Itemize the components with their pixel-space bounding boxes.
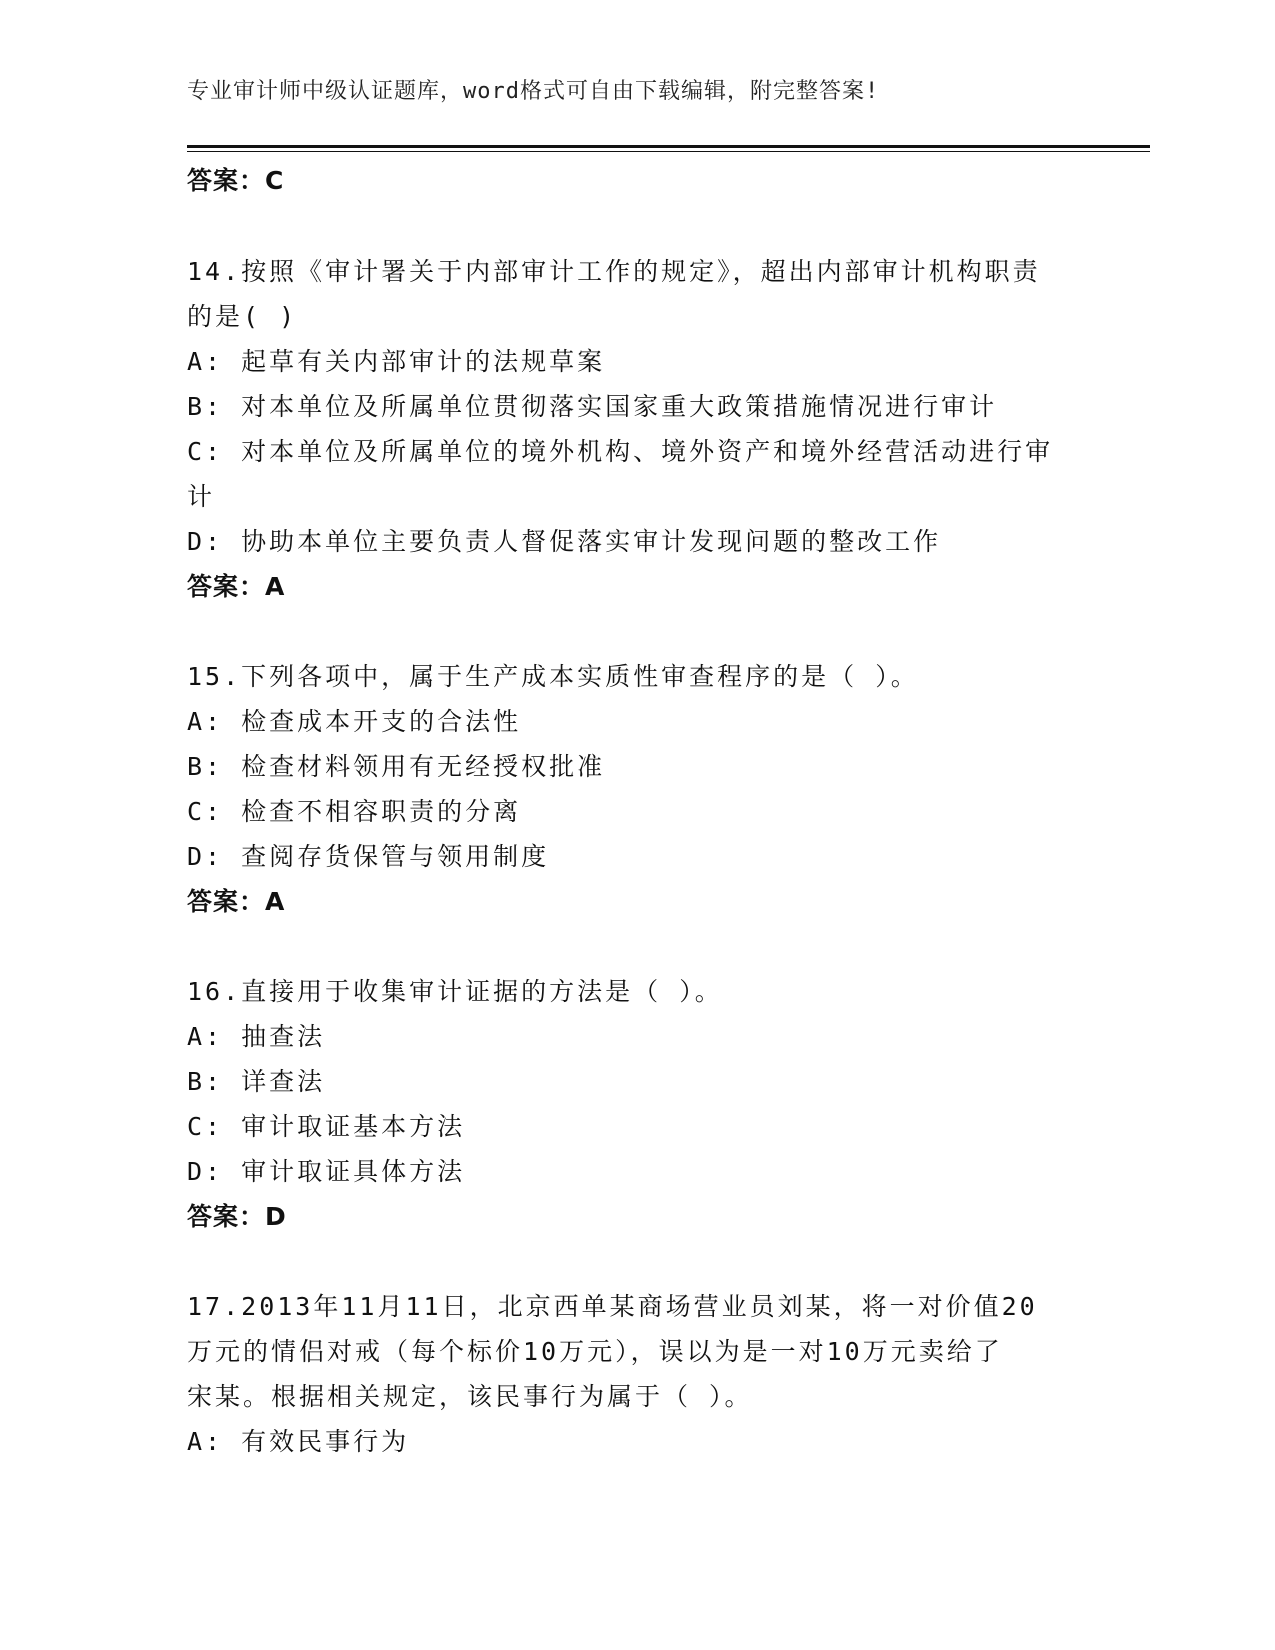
question-content <box>187 158 1087 1464</box>
question-stem: 宋某。根据相关规定，该民事行为属于（ ）。 <box>187 1382 753 1411</box>
question-15 <box>187 654 1087 924</box>
option-c: C: 检查不相容职责的分离 <box>187 797 522 826</box>
question-stem: 15.下列各项中，属于生产成本实质性审查程序的是（ ）。 <box>187 662 919 691</box>
option-a: A: 起草有关内部审计的法规草案 <box>187 347 606 376</box>
question-stem: 的是( ) <box>187 302 298 331</box>
option-a: A: 抽查法 <box>187 1022 326 1051</box>
spacer <box>187 1239 1087 1284</box>
question-stem: 14.按照《审计署关于内部审计工作的规定》，超出内部审计机构职责 <box>187 257 1041 286</box>
answer: 答案：A <box>187 572 286 601</box>
option-b: B: 对本单位及所属单位贯彻落实国家重大政策措施情况进行审计 <box>187 392 998 421</box>
option-a: A: 检查成本开支的合法性 <box>187 707 522 736</box>
answer-13: 答案：C <box>187 166 285 195</box>
question-14 <box>187 249 1087 609</box>
spacer <box>187 203 1087 249</box>
option-b: B: 详查法 <box>187 1067 326 1096</box>
question-16 <box>187 969 1087 1239</box>
option-b: B: 检查材料领用有无经授权批准 <box>187 752 606 781</box>
option-d: D: 审计取证具体方法 <box>187 1157 466 1186</box>
answer: 答案：A <box>187 887 286 916</box>
question-stem: 17.2013年11月11日，北京西单某商场营业员刘某，将一对价值20 <box>187 1292 1038 1321</box>
option-d: D: 查阅存货保管与领用制度 <box>187 842 550 871</box>
question-stem: 16.直接用于收集审计证据的方法是（ ）。 <box>187 977 723 1006</box>
page-header: 专业审计师中级认证题库，word格式可自由下载编辑，附完整答案! <box>187 79 880 104</box>
header-rule-thick <box>187 145 1150 148</box>
header-rule-thin <box>187 151 1150 152</box>
option-d: D: 协助本单位主要负责人督促落实审计发现问题的整改工作 <box>187 527 942 556</box>
option-c: C: 审计取证基本方法 <box>187 1112 466 1141</box>
spacer <box>187 924 1087 969</box>
question-17 <box>187 1284 1087 1464</box>
option-c-continued: 计 <box>187 482 216 511</box>
spacer <box>187 609 1087 654</box>
option-a: A: 有效民事行为 <box>187 1427 410 1456</box>
answer: 答案：D <box>187 1202 287 1231</box>
question-stem: 万元的情侣对戒（每个标价10万元），误以为是一对10万元卖给了 <box>187 1337 1003 1366</box>
option-c: C: 对本单位及所属单位的境外机构、境外资产和境外经营活动进行审 <box>187 437 1054 466</box>
